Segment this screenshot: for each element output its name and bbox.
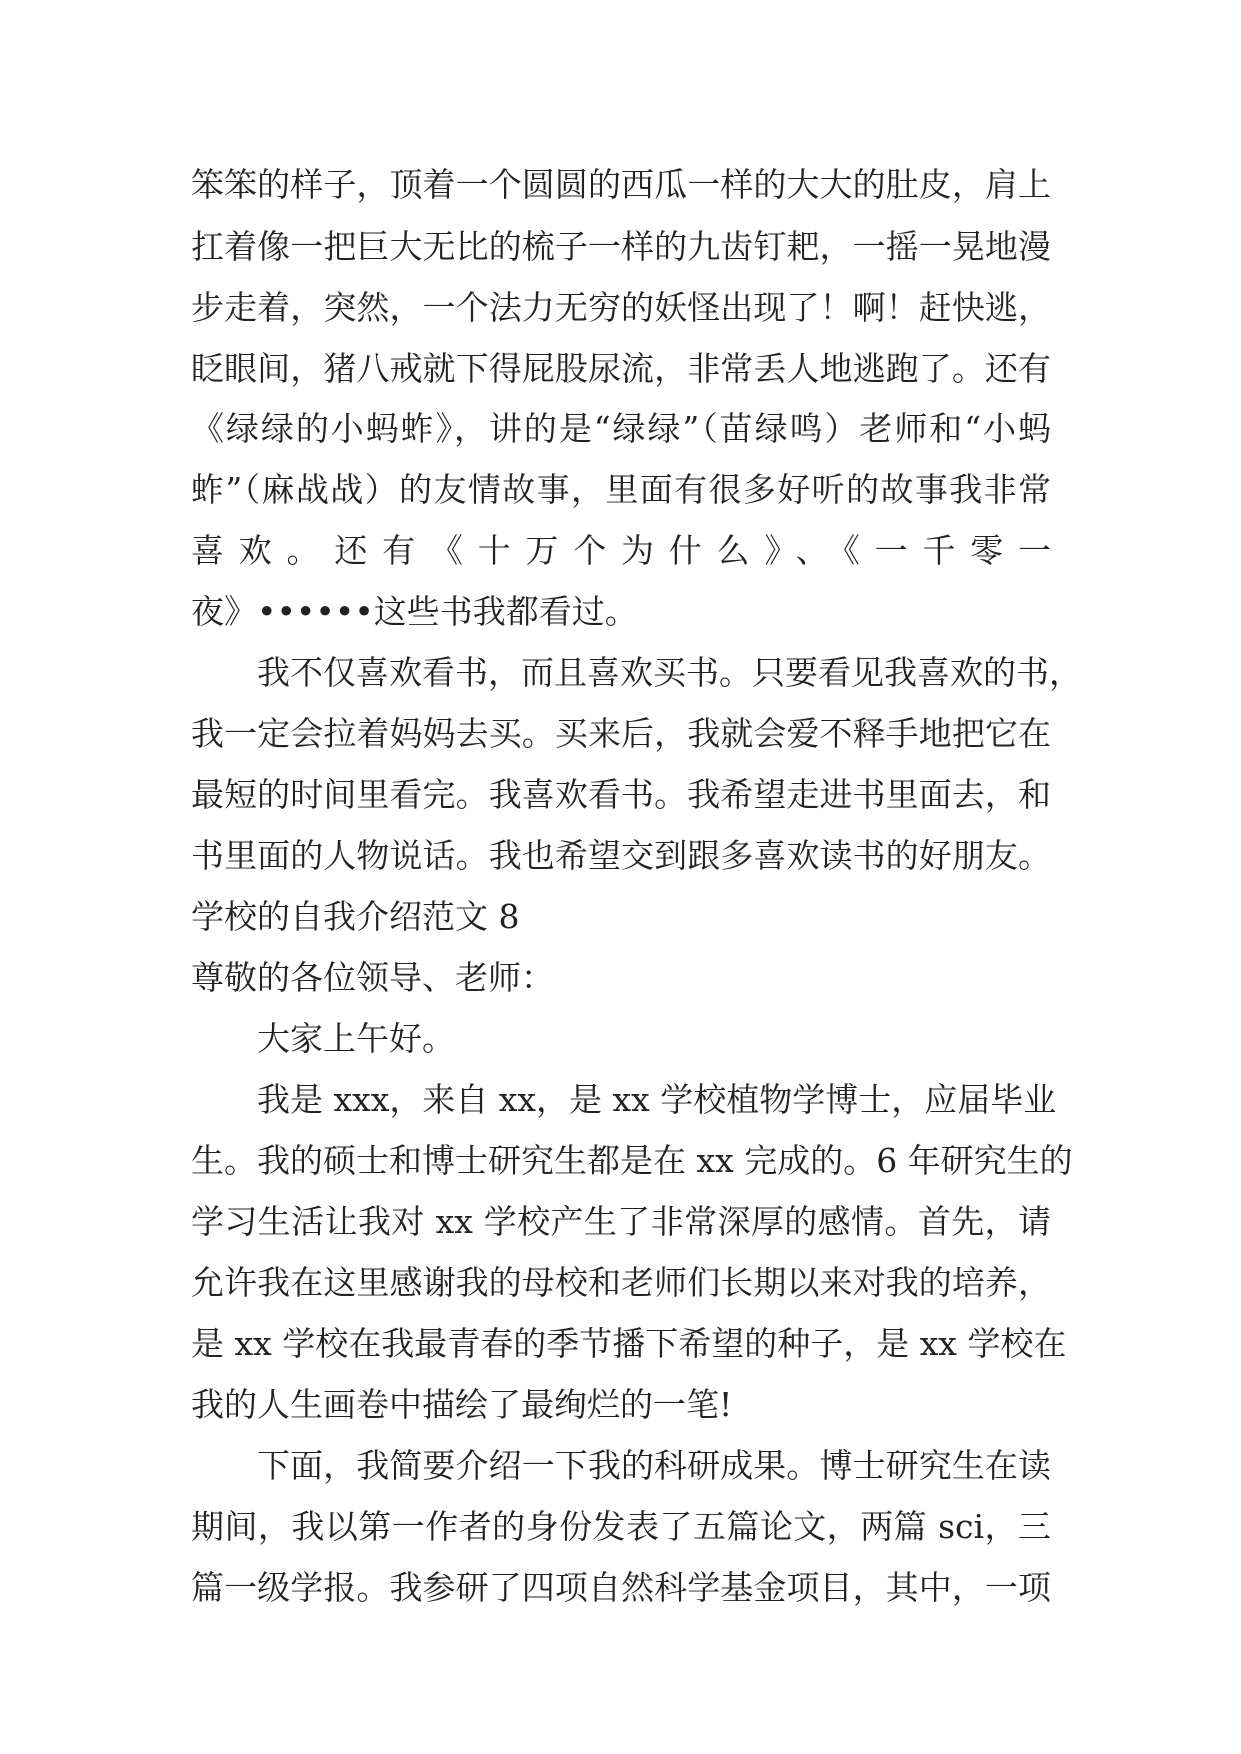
body-text-line: 喜欢。还有《十万个为什么》、《一千零一 xyxy=(191,531,1051,570)
paragraph-first-line: 我不仅喜欢看书，而且喜欢买书。只要看见我喜欢的书， xyxy=(257,653,1082,692)
body-text-line: 是 xx 学校在我最青春的季节播下希望的种子，是 xx 学校在 xyxy=(191,1324,1067,1363)
body-text-line: 生。我的硕士和博士研究生都是在 xx 完成的。6 年研究生的 xyxy=(191,1141,1073,1180)
body-text-line: 《绿绿的小蚂蚱》，讲的是“绿绿”（苗绿鸣）老师和“小蚂 xyxy=(191,409,1051,448)
body-text-line: 夜》••••••这些书我都看过。 xyxy=(191,592,638,631)
body-text-line: 我一定会拉着妈妈去买。买来后，我就会爱不释手地把它在 xyxy=(191,714,1051,753)
body-text-line: 允许我在这里感谢我的母校和老师们长期以来对我的培养， xyxy=(191,1263,1051,1302)
body-text-line: 笨笨的样子，顶着一个圆圆的西瓜一样的大大的肚皮，肩上 xyxy=(191,165,1051,204)
section-heading: 学校的自我介绍范文 8 xyxy=(191,897,520,936)
paragraph-first-line: 我是 xxx，来自 xx，是 xx 学校植物学博士，应届毕业 xyxy=(257,1080,1057,1119)
body-text-line: 最短的时间里看完。我喜欢看书。我希望走进书里面去，和 xyxy=(191,775,1051,814)
paragraph-first-line: 下面，我简要介绍一下我的科研成果。博士研究生在读 xyxy=(257,1446,1051,1485)
body-text-line: 步走着，突然，一个法力无穷的妖怪出现了！啊！赶快逃， xyxy=(191,288,1051,327)
body-text-line: 篇一级学报。我参研了四项自然科学基金项目，其中，一项 xyxy=(191,1568,1051,1607)
body-text-line: 期间，我以第一作者的身份发表了五篇论文，两篇 sci，三 xyxy=(191,1507,1051,1546)
body-text-line: 我的人生画卷中描绘了最绚烂的一笔! xyxy=(191,1385,733,1424)
greeting: 大家上午好。 xyxy=(257,1019,455,1058)
body-text-line: 学习生活让我对 xx 学校产生了非常深厚的感情。首先，请 xyxy=(191,1202,1051,1241)
body-text-line: 蚱”（麻战战）的友情故事，里面有很多好听的故事我非常 xyxy=(191,470,1051,509)
salutation: 尊敬的各位领导、老师： xyxy=(191,958,554,997)
body-text-line: 书里面的人物说话。我也希望交到跟多喜欢读书的好朋友。 xyxy=(191,836,1051,875)
body-text-line: 眨眼间，猪八戒就下得屁股尿流，非常丢人地逃跑了。还有 xyxy=(191,349,1051,388)
body-text-line: 扛着像一把巨大无比的梳子一样的九齿钉耙，一摇一晃地漫 xyxy=(191,227,1051,266)
